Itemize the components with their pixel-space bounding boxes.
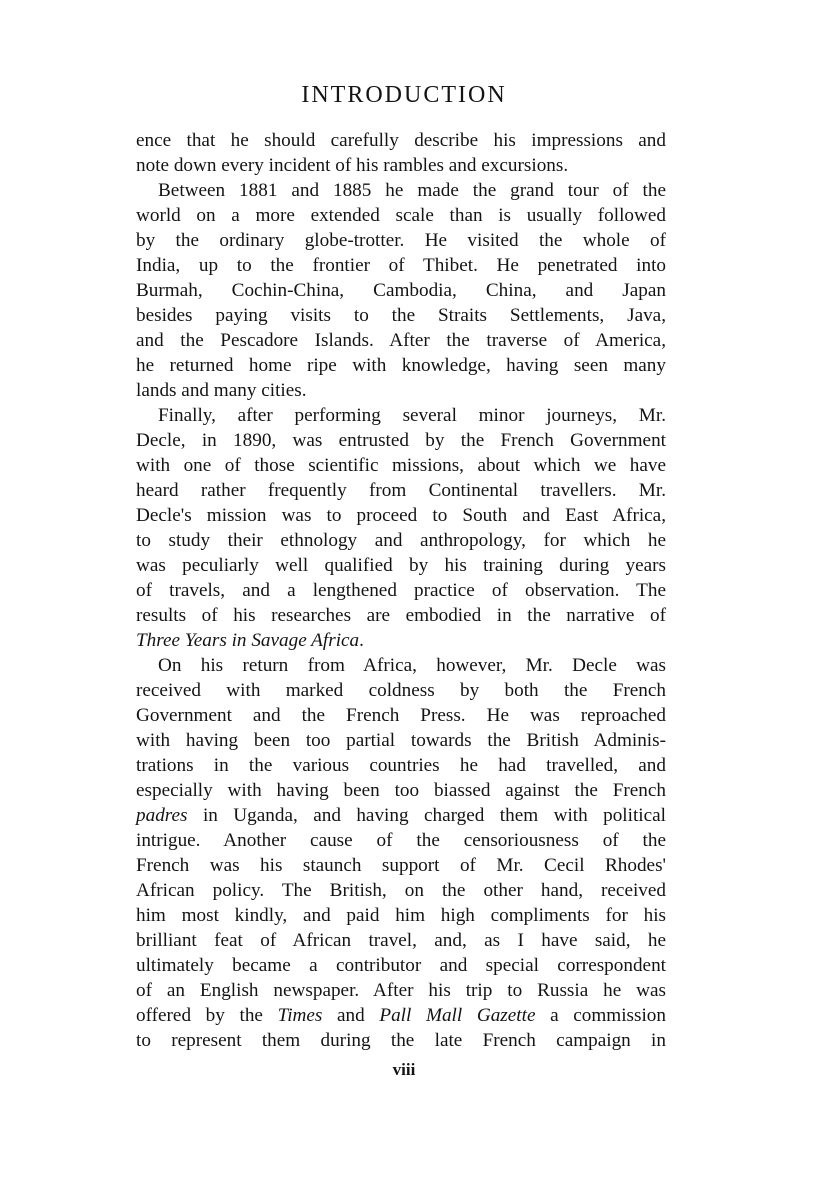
- text-line: [136, 453, 666, 478]
- line-text: On his return from Africa, however, Mr. Decle was: [158, 655, 666, 676]
- text-line: [136, 928, 666, 953]
- text-line: [136, 828, 666, 853]
- line-text: India, up to the frontier of Thibet. He penetrated into: [136, 255, 666, 276]
- line-text: was peculiarly well qualified by his training during years: [136, 555, 666, 576]
- text-line: [136, 628, 666, 653]
- text-line: [136, 903, 666, 928]
- line-text: note down every incident of his rambles and excursions.: [136, 155, 569, 176]
- line-text: French was his staunch support of Mr. Cecil Rhodes': [136, 855, 666, 876]
- line-text: with having been too partial towards the British Adminis-: [136, 730, 666, 751]
- line-text: ence that he should carefully describe his impressions and: [136, 130, 666, 151]
- body-text-block: [136, 128, 666, 1053]
- text-line: [136, 603, 666, 628]
- line-text: he returned home ripe with knowledge, having seen many: [136, 355, 666, 376]
- text-line: [136, 203, 666, 228]
- text-line: [136, 228, 666, 253]
- line-text: Between 1881 and 1885 he made the grand tour of the: [158, 180, 666, 201]
- text-line: [136, 503, 666, 528]
- text-line: [136, 253, 666, 278]
- page-number: viii: [392, 1060, 416, 1079]
- running-head-title: INTRODUCTION: [301, 82, 507, 108]
- line-text: Finally, after performing several minor journeys, Mr.: [158, 405, 666, 426]
- text-line: [136, 953, 666, 978]
- text-line: [136, 153, 666, 178]
- line-text: results of his researches are embodied in the narrative of: [136, 605, 666, 626]
- text-line: [136, 528, 666, 553]
- line-text: brilliant feat of African travel, and, as I have said, he: [136, 930, 666, 951]
- line-text: him most kindly, and paid him high compliments for his: [136, 905, 666, 926]
- line-text: and: [322, 1005, 380, 1026]
- line-text: Burmah, Cochin-China, Cambodia, China, and Japan: [136, 280, 666, 301]
- text-line: [136, 303, 666, 328]
- line-text: trations in the various countries he had travelled, and: [136, 755, 666, 776]
- text-line: [136, 328, 666, 353]
- text-line: [136, 878, 666, 903]
- text-line: [136, 853, 666, 878]
- text-line: [136, 553, 666, 578]
- line-text: African policy. The British, on the other hand, received: [136, 880, 666, 901]
- line-text: Decle, in 1890, was entrusted by the French Government: [136, 430, 666, 451]
- italic-phrase: padres: [136, 805, 188, 826]
- text-line: [136, 428, 666, 453]
- line-text: to represent them during the late French campaign in: [136, 1030, 666, 1051]
- italic-phrase: Three Years in Savage Africa: [136, 630, 360, 651]
- text-line: [136, 378, 666, 403]
- text-line: [136, 578, 666, 603]
- text-line: [136, 1028, 666, 1053]
- text-line: [136, 728, 666, 753]
- line-text: of an English newspaper. After his trip to Russia he was: [136, 980, 666, 1001]
- line-text: lands and many cities.: [136, 380, 307, 401]
- line-text: .: [359, 630, 364, 651]
- italic-phrase: Times: [277, 1005, 323, 1026]
- line-text: a commission: [535, 1005, 666, 1026]
- text-line: [136, 778, 666, 803]
- line-text: Government and the French Press. He was reproached: [136, 705, 666, 726]
- text-line: [136, 1003, 666, 1028]
- line-text: to study their ethnology and anthropology, for which he: [136, 530, 666, 551]
- line-text: in Uganda, and having charged them with political: [187, 805, 666, 826]
- text-line: [136, 128, 666, 153]
- line-text: with one of those scientific missions, about which we have: [136, 455, 666, 476]
- text-line: [136, 353, 666, 378]
- text-line: [136, 978, 666, 1003]
- line-text: Decle's mission was to proceed to South and East Africa,: [136, 505, 666, 526]
- text-line: [136, 178, 666, 203]
- line-text: offered by the: [136, 1005, 278, 1026]
- italic-phrase: Pall Mall Gazette: [379, 1005, 536, 1026]
- text-line: [136, 703, 666, 728]
- text-line: [136, 803, 666, 828]
- line-text: world on a more extended scale than is usually followed: [136, 205, 666, 226]
- text-line: [136, 653, 666, 678]
- line-text: of travels, and a lengthened practice of observation. The: [136, 580, 666, 601]
- text-line: [136, 678, 666, 703]
- line-text: by the ordinary globe-trotter. He visited the whole of: [136, 230, 666, 251]
- line-text: and the Pescadore Islands. After the traverse of America,: [136, 330, 666, 351]
- text-line: [136, 278, 666, 303]
- line-text: received with marked coldness by both the French: [136, 680, 666, 701]
- line-text: especially with having been too biassed against the French: [136, 780, 666, 801]
- line-text: besides paying visits to the Straits Settlements, Java,: [136, 305, 666, 326]
- text-line: [136, 478, 666, 503]
- line-text: ultimately became a contributor and special correspondent: [136, 955, 666, 976]
- text-line: [136, 753, 666, 778]
- line-text: intrigue. Another cause of the censoriousness of the: [136, 830, 666, 851]
- text-line: [136, 403, 666, 428]
- line-text: heard rather frequently from Continental travellers. Mr.: [136, 480, 666, 501]
